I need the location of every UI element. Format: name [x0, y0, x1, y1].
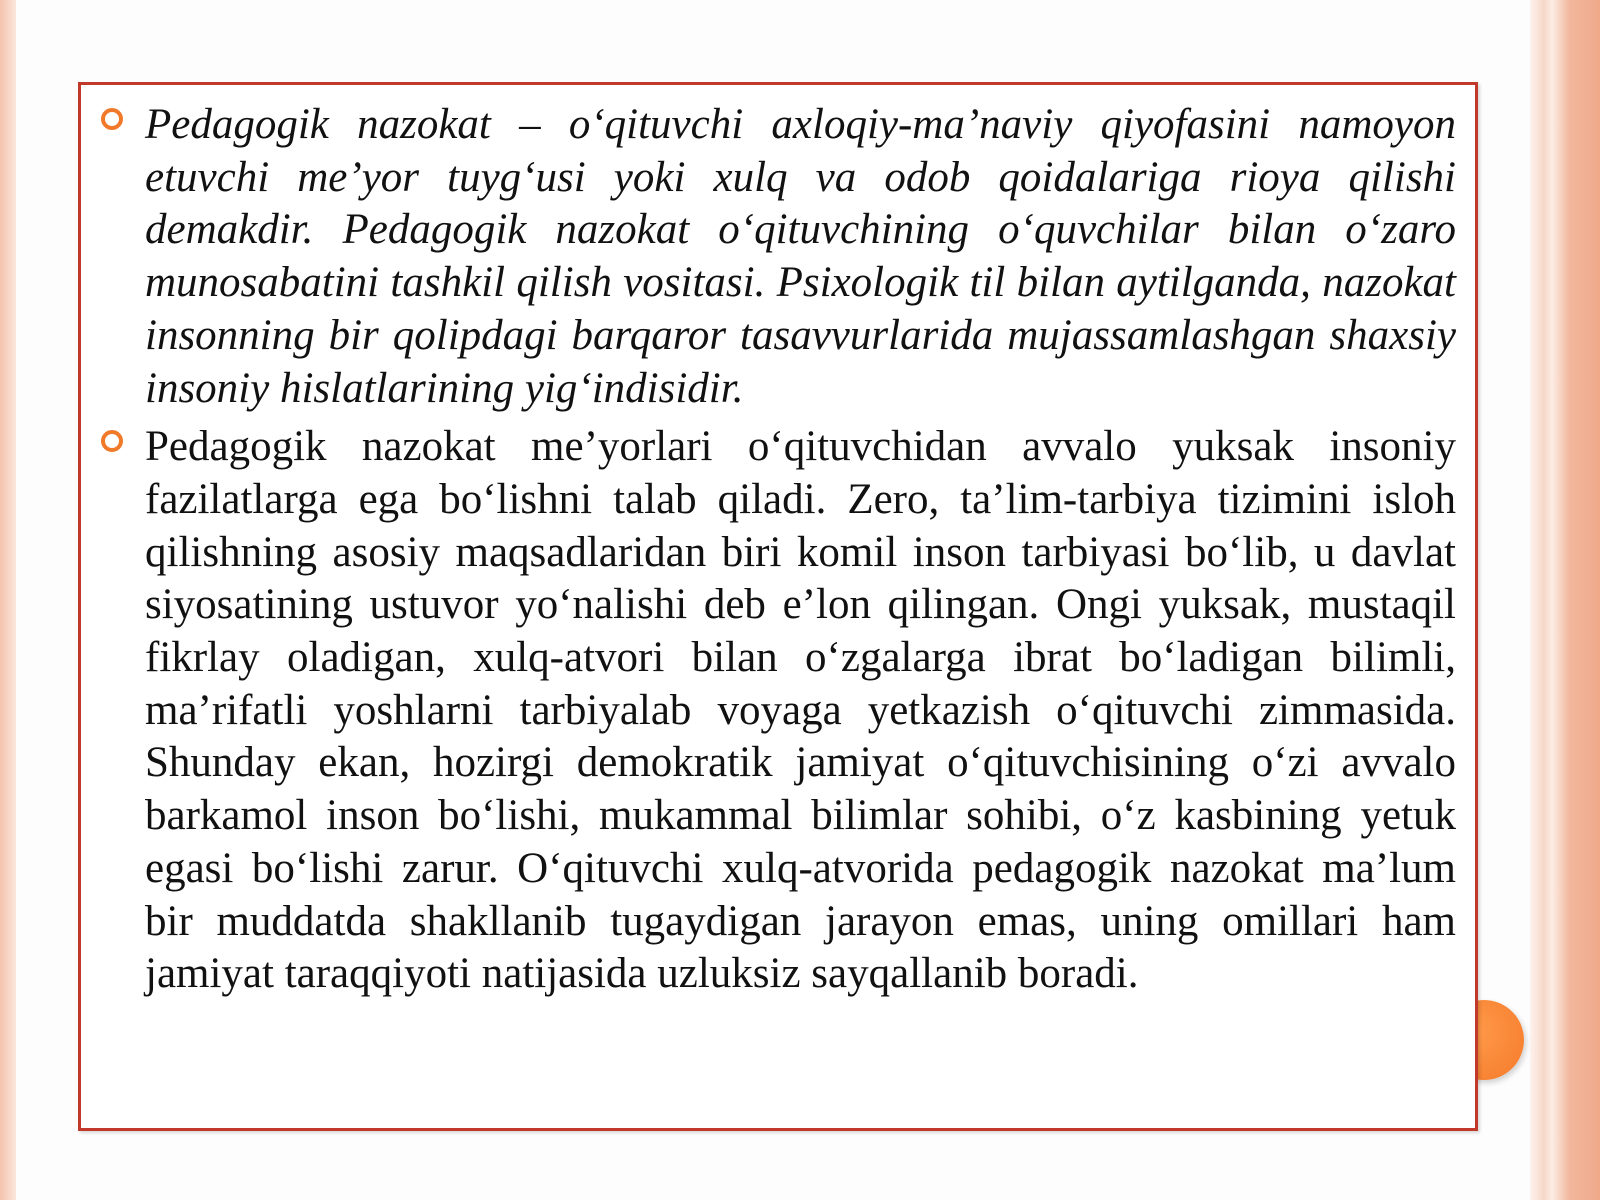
left-edge-decoration: [0, 0, 16, 1200]
paragraph-norms: [145, 421, 1456, 1001]
hollow-circle-bullet-icon: [101, 430, 123, 452]
right-edge-decoration: [1530, 0, 1600, 1200]
paragraph-text: Pedagogik nazokat me’yorlari o‘qituvchidan avvalo yuksak insoniy fazilatlarga ega bo‘lishni talab qiladi. Zero, ta’lim-tarbiya tizimini isloh qilishning asosiy maqsadlaridan biri komil inson tarbiyasi bo‘lib, u davlat siyosatining ustuvor yo‘nalishi deb e’lon qilingan. Ongi yuksak, mustaqil fikrlay oladigan, xulq-atvori bilan o‘zgalarga ibrat bo‘ladigan bilimli, ma’rifatli yoshlarni tarbiyalab voyaga yetkazish o‘qituvchi zimmasida. Shunday ekan, hozirgi demokratik jamiyat o‘qituvchisining o‘zi avvalo barkamol inson bo‘lishi, mukammal bilimlar sohibi, o‘z kasbining yetuk egasi bo‘lishi zarur. O‘qituvchi xulq-atvorida pedagogik nazokat ma’lum bir muddatda shakllanib tugaydigan jarayon emas, uning omillari ham jamiyat taraqqiyoti natijasida uzluksiz sayqallanib boradi.: [145, 423, 1456, 998]
paragraph-definition: [145, 99, 1456, 415]
hollow-circle-bullet-icon: [101, 108, 123, 130]
paragraph-text: Pedagogik nazokat – o‘qituvchi axloqiy-ma’naviy qiyofasini namoyon etuvchi me’yor tuyg‘usi yoki xulq va odob qoidalariga rioya qilishi demakdir. Pedagogik nazokat o‘qituvchining o‘quvchilar bilan o‘zaro munosabatini tashkil qilish vositasi. Psixologik til bilan aytilganda, nazokat insonning bir qolipdagi barqaror tasavvurlarida mujassamlashgan shaxsiy insoniy hislatlarining yig‘indisidir.: [145, 101, 1456, 412]
content-text-box: [78, 82, 1478, 1131]
